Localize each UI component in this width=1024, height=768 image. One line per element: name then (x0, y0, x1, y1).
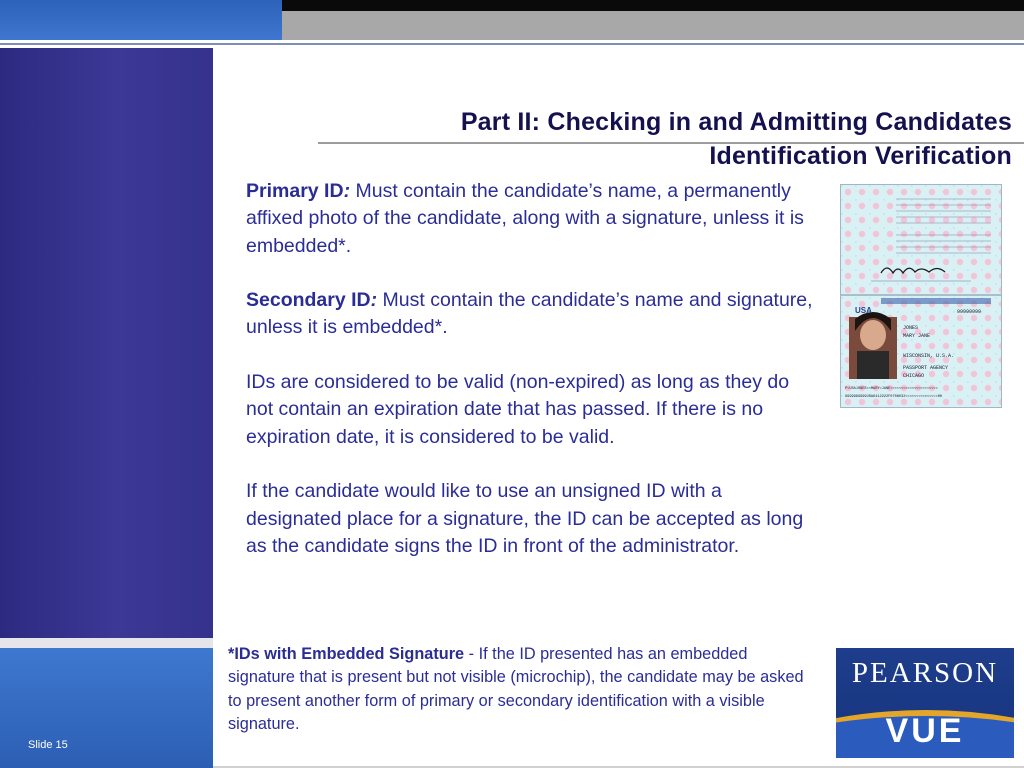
body-content (246, 178, 816, 587)
passport-number: 99999999 (957, 309, 982, 315)
primary-id-text: Must contain the candidate’s name, a permanently affixed photo of the candidate, along with a signature, unless it is embedded*. (246, 180, 804, 257)
passport-surname: JONES (903, 325, 919, 331)
unsigned-id-paragraph: If the candidate would like to use an unsigned ID with a designated place for a signature, the ID can be accepted as long as the candidate signs the ID in front of the administrator. (246, 480, 804, 557)
passport-illustration (841, 185, 1001, 407)
sample-passport-image (840, 184, 1002, 408)
note-label: *IDs with Embedded Signature (228, 645, 465, 663)
slide-title: Part II: Checking in and Admitting Candidates (460, 108, 1012, 136)
passport-country: USA (855, 306, 872, 315)
logo-wordmark: PEARSON (851, 657, 999, 689)
secondary-id-paragraph (246, 287, 816, 342)
left-sidebar-panel (0, 48, 213, 638)
secondary-id-text: Must contain the candidate’s name and signature, unless it is embedded*. (246, 289, 813, 339)
secondary-id-colon: : (370, 289, 378, 312)
logo-vue-text: VUE (885, 712, 965, 750)
header-black-bar (282, 0, 1024, 11)
passport-mrz-line1: P<USAJONES<<MARY<JANE<<<<<<<<<<<<<<<<<<<<<< (845, 387, 938, 391)
embedded-signature-note (228, 643, 818, 737)
note-text: - If the ID presented has an embedded signature that is present but not visible (microchip), the candidate may be asked to present another form of primary or secondary identification with a visible signature. (228, 645, 804, 734)
header-blue-block (0, 0, 282, 40)
primary-id-label: Primary ID (246, 180, 344, 202)
slide-number: Slide 15 (28, 739, 68, 751)
header-gray-bar (282, 11, 1024, 40)
passport-given-names: MARY JANE (903, 333, 931, 339)
passport-mrz-line2: 9999999999USA6412222F0708032<<<<<<<<<<<<<<<00 (845, 395, 943, 399)
primary-id-paragraph (246, 178, 816, 260)
valid-ids-paragraph: IDs are considered to be valid (non-expired) as long as they do not contain an expiration date that has passed. If there is no expiration date, it is considered to be valid. (246, 371, 790, 448)
primary-id-colon: : (343, 180, 351, 202)
passport-authority: PASSPORT AGENCY (903, 365, 949, 371)
passport-city: CHICAGO (903, 373, 925, 379)
secondary-id-label: Secondary ID (246, 289, 371, 312)
passport-birthplace: WISCONSIN, U.S.A. (903, 353, 955, 359)
header-rule (0, 43, 1024, 45)
slide-subtitle: Identification Verification (709, 142, 1012, 170)
left-sidebar-divider (0, 638, 213, 648)
pearson-vue-logo (836, 648, 1014, 758)
